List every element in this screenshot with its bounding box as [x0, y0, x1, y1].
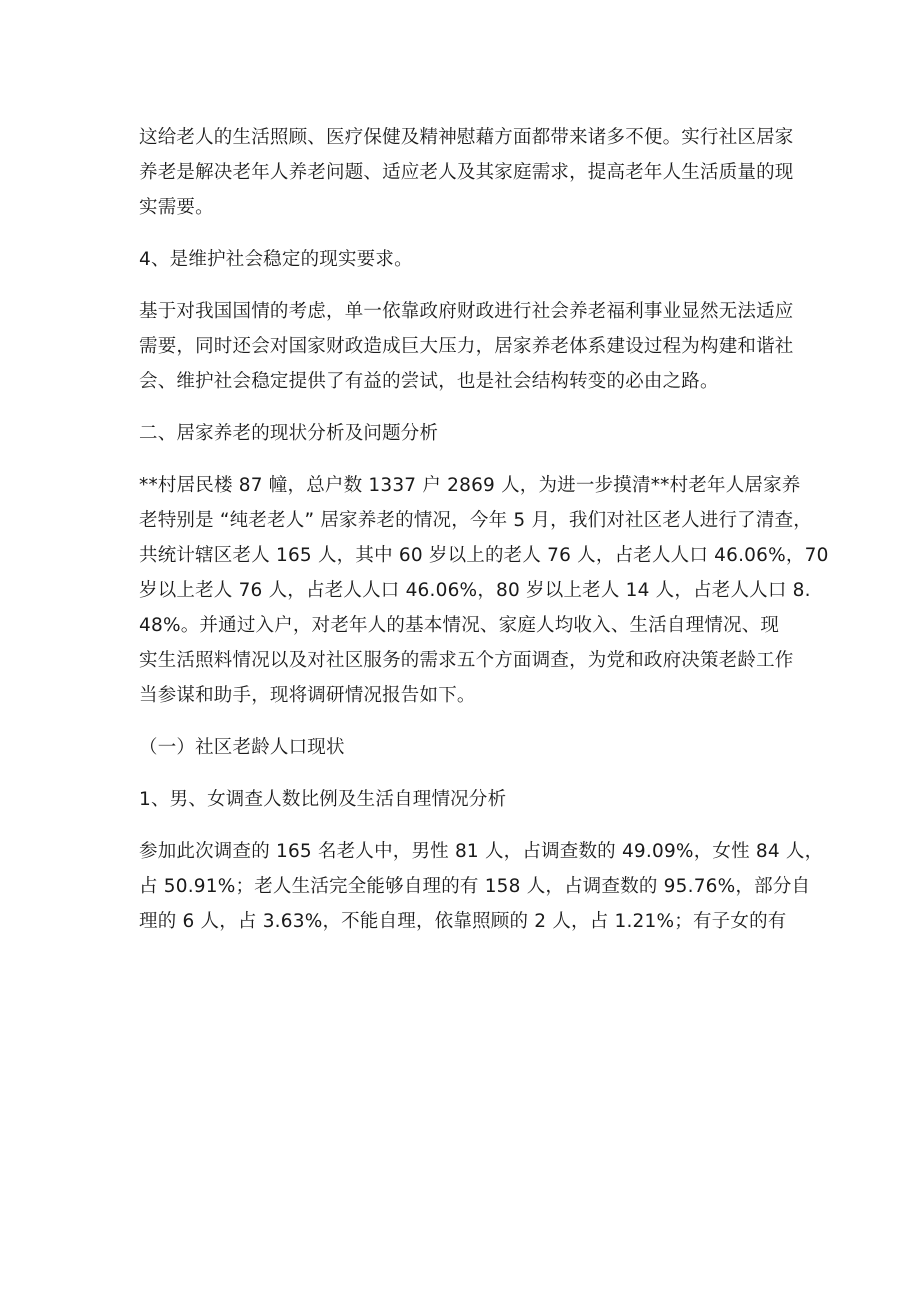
text-line: 实生活照料情况以及对社区服务的需求五个方面调查，为党和政府决策老龄工作: [139, 650, 794, 671]
text-line: 实需要。: [139, 197, 214, 218]
text-line: （一）社区老龄人口现状: [139, 737, 345, 758]
paragraph-spacer: [139, 225, 784, 242]
text-line: 会、维护社会稳定提供了有益的尝试，也是社会结构转变的必由之路。: [139, 371, 719, 392]
section-heading-social-stability: [139, 242, 784, 277]
text-line: 1、男、女调查人数比例及生活自理情况分析: [139, 789, 507, 810]
paragraph-survey-overview: [139, 468, 829, 713]
subsection-heading-population: [139, 730, 784, 765]
paragraph-spacer: [139, 765, 784, 782]
text-line: 养老是解决老年人养老问题、适应老人及其家庭需求，提高老年人生活质量的现: [139, 162, 794, 183]
paragraph-survey-results: [139, 834, 824, 939]
text-line: 需要，同时还会对国家财政造成巨大压力，居家养老体系建设过程为构建和谐社: [139, 336, 794, 357]
text-line: 二、居家养老的现状分析及问题分析: [139, 423, 439, 444]
paragraph-national-conditions: [139, 294, 794, 399]
section-heading-status-analysis: [139, 416, 784, 451]
text-line: 48%。并通过入户，对老年人的基本情况、家庭人均收入、生活自理情况、现: [139, 615, 780, 636]
paragraph-spacer: [139, 277, 784, 294]
item-heading-gender-ratio: [139, 782, 784, 817]
paragraph-spacer: [139, 713, 784, 730]
text-line: 基于对我国国情的考虑，单一依靠政府财政进行社会养老福利事业显然无法适应: [139, 301, 794, 322]
text-line: 当参谋和助手，现将调研情况报告如下。: [139, 685, 476, 706]
text-line: 4、是维护社会稳定的现实要求。: [139, 249, 413, 270]
text-line: 老特别是 “纯老老人” 居家养老的情况，今年 5 月，我们对社区老人进行了清查，: [139, 510, 812, 531]
text-line: 共统计辖区老人 165 人，其中 60 岁以上的老人 76 人，占老人人口 46.06%，70: [139, 545, 829, 566]
paragraph-spacer: [139, 817, 784, 834]
text-line: 理的 6 人，占 3.63%，不能自理，依靠照顾的 2 人，占 1.21%；有子女的有: [139, 911, 787, 932]
paragraph-spacer: [139, 399, 784, 416]
text-line: 参加此次调查的 165 名老人中，男性 81 人，占调查数的 49.09%，女性 84 人，: [139, 841, 824, 862]
text-line: **村居民楼 87 幢，总户数 1337 户 2869 人，为进一步摸清**村老年人居家养: [139, 475, 801, 496]
text-line: 这给老人的生活照顾、医疗保健及精神慰藉方面都带来诸多不便。实行社区居家: [139, 127, 794, 148]
text-line: 岁以上老人 76 人，占老人人口 46.06%，80 岁以上老人 14 人，占老人人口 8.: [139, 580, 811, 601]
text-line: 占 50.91%；老人生活完全能够自理的有 158 人，占调查数的 95.76%，部分自: [139, 876, 811, 897]
document-page: [139, 120, 829, 939]
paragraph-spacer: [139, 451, 784, 468]
paragraph-elderly-inconvenience: [139, 120, 794, 225]
